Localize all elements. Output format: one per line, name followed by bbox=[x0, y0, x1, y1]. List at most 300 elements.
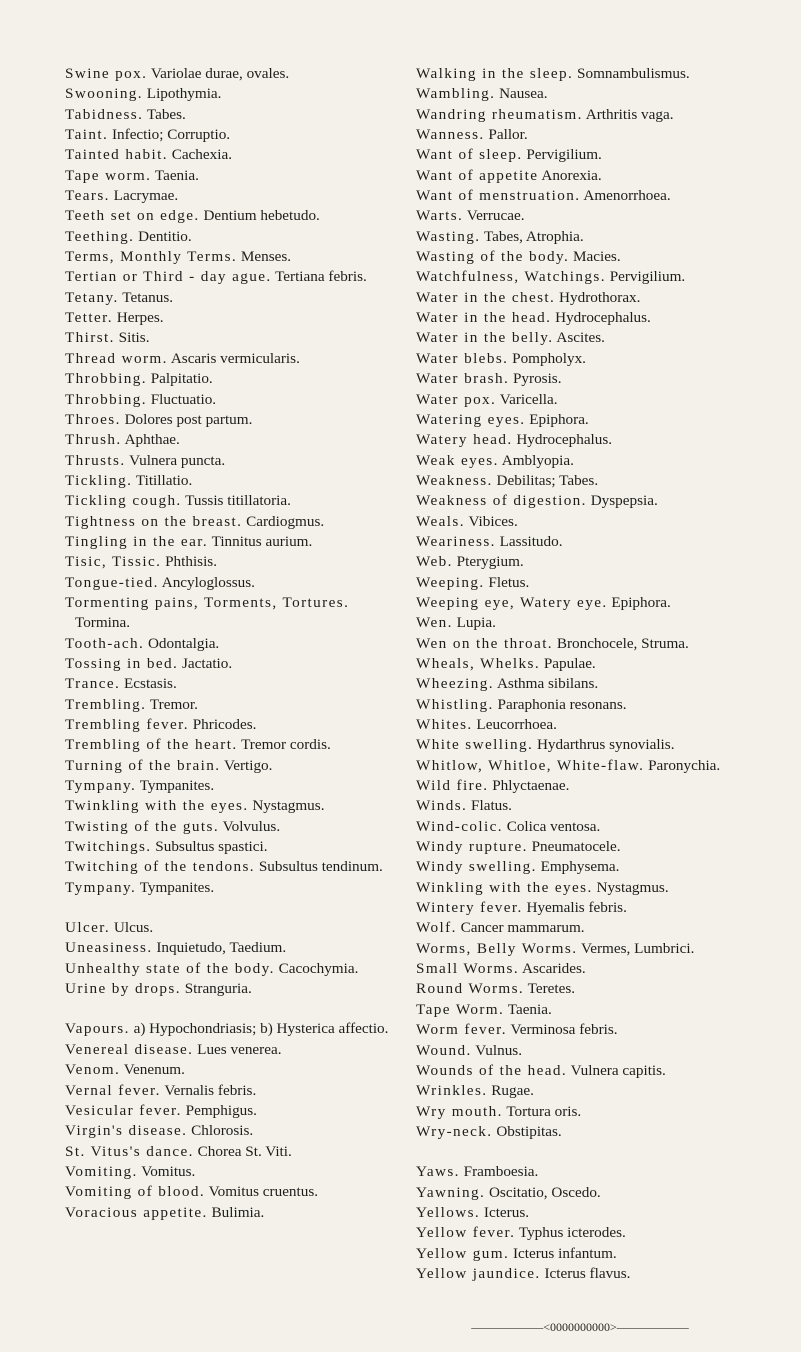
english-term: Trembling of the heart. bbox=[65, 736, 238, 754]
english-term: Weals. bbox=[416, 512, 465, 530]
glossary-entry bbox=[65, 959, 405, 979]
english-term: Twitchings. bbox=[65, 838, 152, 856]
english-term: Water pox. bbox=[416, 390, 497, 408]
glossary-entry bbox=[65, 837, 405, 857]
glossary-entry bbox=[65, 206, 405, 226]
glossary-entry bbox=[416, 247, 761, 267]
glossary-entry bbox=[65, 1101, 405, 1121]
latin-term: Vulnera puncta. bbox=[129, 451, 226, 469]
latin-term: Pervigilium. bbox=[526, 146, 602, 164]
latin-term: Rugae. bbox=[491, 1082, 534, 1100]
english-term: Twinkling with the eyes. bbox=[65, 797, 249, 815]
glossary-entry bbox=[416, 1000, 761, 1020]
glossary-entry bbox=[416, 857, 761, 877]
english-term: Weariness. bbox=[416, 532, 496, 550]
english-term: Watering eyes. bbox=[416, 410, 526, 428]
latin-term: Herpes. bbox=[116, 309, 164, 327]
english-term: Throbbing. bbox=[65, 390, 147, 408]
latin-term: a) Hypochondriasis; b) Hysterica affectio. bbox=[133, 1020, 389, 1038]
glossary-entry bbox=[65, 328, 405, 348]
latin-term: Vulnera capitis. bbox=[570, 1061, 666, 1079]
latin-term: Nystagmus. bbox=[596, 878, 669, 896]
english-term: Web. bbox=[416, 553, 453, 571]
glossary-entry bbox=[416, 1244, 761, 1264]
latin-term: Stranguria. bbox=[184, 980, 252, 998]
latin-term: Dentium hebetudo. bbox=[203, 207, 320, 225]
glossary-entry bbox=[65, 125, 405, 145]
english-term: Thread worm. bbox=[65, 349, 168, 367]
latin-term: Nystagmus. bbox=[252, 797, 325, 815]
latin-term: Tinnitus aurium. bbox=[211, 532, 313, 550]
english-term: Water in the chest. bbox=[416, 288, 556, 306]
latin-term: Cardiogmus. bbox=[246, 512, 325, 530]
latin-term: Ulcus. bbox=[113, 919, 154, 937]
latin-term: Lues venerea. bbox=[197, 1040, 282, 1058]
english-term: Yellow jaundice. bbox=[416, 1264, 541, 1282]
glossary-entry bbox=[416, 451, 761, 471]
english-term: Wounds of the head. bbox=[416, 1061, 568, 1079]
english-term: Tympany. bbox=[65, 777, 137, 795]
glossary-entry bbox=[416, 756, 761, 776]
latin-term: Tremor. bbox=[149, 695, 198, 713]
english-term: Tisic, Tissic. bbox=[65, 553, 162, 571]
english-term: Taint. bbox=[65, 126, 109, 144]
latin-term: Tympanites. bbox=[139, 878, 215, 896]
latin-term: Tertiana febris. bbox=[275, 268, 367, 286]
glossary-entry bbox=[416, 125, 761, 145]
english-term: Twisting of the guts. bbox=[65, 817, 220, 835]
english-term: Tetter. bbox=[65, 309, 113, 327]
english-term: Wen on the throat. bbox=[416, 634, 554, 652]
latin-term: Arthritis vaga. bbox=[585, 105, 674, 123]
latin-term: Tormina. bbox=[75, 614, 131, 632]
glossary-entry bbox=[416, 430, 761, 450]
glossary-entry bbox=[416, 1264, 761, 1284]
latin-term: Verminosa febris. bbox=[510, 1021, 618, 1039]
latin-term: Asthma sibilans. bbox=[496, 675, 599, 693]
glossary-entry bbox=[65, 1019, 405, 1039]
english-term: Wheezing. bbox=[416, 675, 494, 693]
glossary-entry bbox=[65, 1162, 405, 1182]
english-term: Thrush. bbox=[65, 431, 122, 449]
english-term: Warts. bbox=[416, 207, 464, 225]
english-term: Trance. bbox=[65, 675, 121, 693]
glossary-entry bbox=[416, 613, 761, 633]
latin-term: Bronchocele, Struma. bbox=[556, 634, 689, 652]
latin-term: Dyspepsia. bbox=[590, 492, 658, 510]
english-term: Twitching of the tendons. bbox=[65, 858, 256, 876]
english-term: Wry mouth. bbox=[416, 1102, 503, 1120]
english-term: Tingling in the ear. bbox=[65, 532, 209, 550]
english-term: Wanness. bbox=[416, 126, 485, 144]
english-term: Want of menstruation. bbox=[416, 187, 581, 205]
english-term: Tape Worm. bbox=[416, 1000, 505, 1018]
glossary-entry bbox=[416, 878, 761, 898]
glossary-entry bbox=[416, 776, 761, 796]
english-term: Yaws. bbox=[416, 1163, 460, 1181]
glossary-entry bbox=[416, 796, 761, 816]
glossary-entry bbox=[65, 674, 405, 694]
glossary-entry bbox=[65, 430, 405, 450]
latin-term: Lipothymia. bbox=[146, 85, 222, 103]
latin-term: Odontalgia. bbox=[147, 634, 220, 652]
glossary-entry bbox=[416, 634, 761, 654]
latin-term: Colica ventosa. bbox=[506, 817, 601, 835]
english-term: Watchfulness, Watchings. bbox=[416, 268, 606, 286]
glossary-entry bbox=[65, 267, 405, 287]
latin-term: Phthisis. bbox=[165, 553, 218, 571]
glossary-entry bbox=[65, 1040, 405, 1060]
glossary-entry bbox=[416, 674, 761, 694]
glossary-entry bbox=[65, 471, 405, 491]
glossary-entry bbox=[416, 84, 761, 104]
glossary-entry bbox=[65, 512, 405, 532]
english-term: Worm fever. bbox=[416, 1021, 507, 1039]
latin-term: Teretes. bbox=[527, 980, 576, 998]
english-term: Whites. bbox=[416, 716, 473, 733]
latin-term: Tympanites. bbox=[139, 777, 215, 795]
english-term: Water blebs. bbox=[416, 349, 509, 367]
glossary-entry bbox=[65, 410, 405, 430]
latin-term: Paronychia. bbox=[648, 756, 721, 774]
latin-term: Pallor. bbox=[488, 126, 528, 144]
glossary-entry bbox=[416, 1122, 761, 1142]
latin-term: Cacochymia. bbox=[278, 959, 359, 977]
glossary-entry bbox=[416, 573, 761, 593]
english-term: Tape worm. bbox=[65, 166, 152, 184]
glossary-entry bbox=[65, 735, 405, 755]
english-term: Tossing in bed. bbox=[65, 654, 179, 672]
latin-term: Sitis. bbox=[118, 329, 150, 347]
latin-term: Amblyopia. bbox=[501, 451, 574, 469]
latin-term: Bulimia. bbox=[211, 1203, 265, 1221]
latin-term: Pervigilium. bbox=[609, 268, 686, 286]
glossary-entry bbox=[65, 878, 405, 898]
english-term: Tooth-ach. bbox=[65, 634, 145, 652]
english-term: Wen. bbox=[416, 614, 453, 632]
latin-term: Chorea St. Viti. bbox=[197, 1142, 292, 1160]
latin-term: Pneumatocele. bbox=[531, 838, 621, 856]
latin-term: Flatus. bbox=[471, 797, 512, 815]
glossary-entry bbox=[416, 715, 761, 735]
glossary-entry bbox=[65, 1182, 405, 1202]
latin-term: Paraphonia resonans. bbox=[497, 695, 627, 713]
right-column bbox=[416, 64, 761, 1284]
latin-term: Obstipitas. bbox=[496, 1122, 562, 1140]
latin-term: Lassitudo. bbox=[499, 532, 563, 550]
latin-term: Icterus. bbox=[483, 1203, 530, 1221]
english-term: Trembling fever. bbox=[65, 716, 189, 733]
english-term: Swine pox. bbox=[65, 65, 148, 82]
latin-term: Leucorrhoea. bbox=[476, 716, 557, 733]
glossary-entry bbox=[416, 471, 761, 491]
latin-term: Ascites. bbox=[556, 329, 605, 347]
glossary-entry bbox=[65, 654, 405, 674]
glossary-entry bbox=[416, 837, 761, 857]
latin-term: Lacrymae. bbox=[113, 187, 179, 205]
english-term: Tickling cough. bbox=[65, 492, 182, 510]
glossary-entry bbox=[65, 308, 405, 328]
latin-term: Volvulus. bbox=[222, 817, 281, 835]
english-term: Small Worms. bbox=[416, 960, 520, 978]
glossary-entry bbox=[416, 186, 761, 206]
latin-term: Vernalis febris. bbox=[164, 1081, 257, 1099]
latin-term: Vertigo. bbox=[223, 756, 273, 774]
glossary-entry bbox=[416, 959, 761, 979]
english-term: Turning of the brain. bbox=[65, 756, 221, 774]
latin-term: Typhus icterodes. bbox=[518, 1224, 626, 1242]
latin-term: Hydrothorax. bbox=[559, 288, 641, 306]
end-ornament: ——————<0000000000>—————— bbox=[471, 1320, 689, 1334]
latin-term: Tussis titillatoria. bbox=[185, 492, 291, 510]
glossary-entry bbox=[416, 1020, 761, 1040]
latin-term: Varicella. bbox=[499, 390, 558, 408]
english-term: Vernal fever. bbox=[65, 1081, 161, 1099]
glossary-entry bbox=[416, 939, 761, 959]
latin-term: Verrucae. bbox=[466, 207, 525, 225]
glossary-entry bbox=[416, 349, 761, 369]
latin-term: Hydarthrus synovialis. bbox=[536, 736, 675, 754]
glossary-entry bbox=[416, 410, 761, 430]
glossary-entry bbox=[65, 695, 405, 715]
glossary-entry bbox=[416, 593, 761, 613]
latin-term: Pompholyx. bbox=[512, 349, 586, 367]
english-term: St. Vitus's dance. bbox=[65, 1142, 194, 1160]
latin-term: Tabes, Atrophia. bbox=[483, 227, 584, 245]
english-term: Tears. bbox=[65, 187, 110, 205]
latin-term: Aphthae. bbox=[124, 431, 180, 449]
latin-term: Icterus infantum. bbox=[512, 1244, 617, 1262]
english-term: Yellows. bbox=[416, 1203, 481, 1221]
glossary-entry bbox=[65, 84, 405, 104]
english-term: Worms, Belly Worms. bbox=[416, 939, 578, 957]
glossary-entry bbox=[416, 64, 761, 84]
latin-term: Venenum. bbox=[123, 1061, 185, 1079]
english-term: Watery head. bbox=[416, 431, 513, 449]
latin-term: Vulnus. bbox=[475, 1041, 522, 1059]
latin-term: Fluctuatio. bbox=[150, 390, 217, 408]
latin-term: Pterygium. bbox=[456, 553, 524, 571]
glossary-entry bbox=[416, 512, 761, 532]
latin-term: Hyemalis febris. bbox=[526, 899, 627, 917]
latin-term: Emphysema. bbox=[540, 858, 620, 876]
glossary-entry bbox=[65, 573, 405, 593]
glossary-entry bbox=[65, 918, 405, 938]
english-term: Wild fire. bbox=[416, 777, 489, 795]
latin-term: Vomitus. bbox=[141, 1162, 196, 1180]
english-term: Vomiting. bbox=[65, 1162, 138, 1180]
glossary-entry bbox=[416, 979, 761, 999]
english-term: Tickling. bbox=[65, 471, 133, 489]
glossary-entry bbox=[65, 715, 405, 735]
latin-term: Fletus. bbox=[488, 573, 530, 591]
english-term: Wambling. bbox=[416, 85, 496, 103]
english-term: Weakness. bbox=[416, 471, 493, 489]
glossary-entry bbox=[416, 145, 761, 165]
glossary-entry bbox=[416, 1041, 761, 1061]
english-term: Want of sleep. bbox=[416, 146, 523, 164]
latin-term: Macies. bbox=[572, 248, 621, 266]
glossary-entry bbox=[416, 288, 761, 308]
latin-term: Oscitatio, Oscedo. bbox=[488, 1183, 601, 1201]
english-term: Weeping eye, Watery eye. bbox=[416, 593, 608, 611]
english-term: Winds. bbox=[416, 797, 468, 815]
english-term: Throes. bbox=[65, 410, 121, 428]
glossary-entry bbox=[65, 166, 405, 186]
latin-term: Lupia. bbox=[456, 614, 496, 632]
english-term: Windy swelling. bbox=[416, 858, 537, 876]
glossary-entry bbox=[65, 796, 405, 816]
latin-term: Anorexia. bbox=[541, 166, 602, 184]
english-term: Thrusts. bbox=[65, 451, 126, 469]
english-term: Teeth set on edge. bbox=[65, 207, 200, 225]
glossary-entry bbox=[65, 1121, 405, 1141]
left-column bbox=[65, 64, 405, 1223]
english-term: Urine by drops. bbox=[65, 980, 181, 998]
glossary-entry bbox=[65, 491, 405, 511]
english-term: Tertian or Third - day ague. bbox=[65, 268, 272, 286]
latin-term: Cachexia. bbox=[171, 146, 232, 164]
latin-term: Cancer mammarum. bbox=[460, 919, 585, 937]
latin-term: Taenia. bbox=[154, 166, 199, 184]
latin-term: Icterus flavus. bbox=[544, 1264, 631, 1282]
glossary-entry bbox=[416, 390, 761, 410]
english-term: Wrinkles. bbox=[416, 1082, 488, 1100]
latin-term: Subsultus tendinum. bbox=[258, 858, 383, 876]
latin-term: Tremor cordis. bbox=[241, 736, 331, 754]
english-term: Whistling. bbox=[416, 695, 494, 713]
english-term: Walking in the sleep. bbox=[416, 65, 574, 82]
english-term: Swooning. bbox=[65, 85, 143, 103]
latin-term: Tortura oris. bbox=[506, 1102, 582, 1120]
english-term: Vapours. bbox=[65, 1020, 130, 1038]
english-term: Tetany. bbox=[65, 288, 119, 306]
english-term: Wind-colic. bbox=[416, 817, 503, 835]
english-term: Thirst. bbox=[65, 329, 115, 347]
glossary-entry bbox=[65, 817, 405, 837]
glossary-entry bbox=[416, 532, 761, 552]
glossary-entry bbox=[65, 227, 405, 247]
english-term: Tympany. bbox=[65, 878, 137, 896]
latin-term: Amenorrhoea. bbox=[583, 187, 671, 205]
latin-term: Titillatio. bbox=[135, 471, 193, 489]
latin-term: Dolores post partum. bbox=[124, 410, 253, 428]
latin-term: Ancyloglossus. bbox=[161, 573, 255, 591]
glossary-entry bbox=[416, 695, 761, 715]
glossary-entry bbox=[416, 1203, 761, 1223]
glossary-entry bbox=[65, 349, 405, 369]
glossary-entry bbox=[65, 776, 405, 796]
latin-term: Epiphora. bbox=[529, 410, 589, 428]
english-term: Terms, Monthly Terms. bbox=[65, 248, 238, 266]
english-term: Water in the belly. bbox=[416, 329, 554, 347]
english-term: Weakness of digestion. bbox=[416, 492, 587, 510]
glossary-entry bbox=[416, 1223, 761, 1243]
glossary-entry bbox=[65, 145, 405, 165]
english-term: Teething. bbox=[65, 227, 135, 245]
english-term: Trembling. bbox=[65, 695, 147, 713]
latin-term: Tabes. bbox=[146, 105, 186, 123]
latin-term: Hydrocephalus. bbox=[555, 309, 651, 327]
glossary-entry bbox=[65, 552, 405, 572]
glossary-entry bbox=[65, 979, 405, 999]
latin-term: Phlyctaenae. bbox=[492, 777, 570, 795]
latin-term: Pemphigus. bbox=[185, 1101, 257, 1119]
latin-term: Vermes, Lumbrici. bbox=[580, 939, 695, 957]
glossary-entry bbox=[416, 898, 761, 918]
english-term: Yellow gum. bbox=[416, 1244, 510, 1262]
glossary-entry bbox=[416, 735, 761, 755]
latin-term: Jactatio. bbox=[181, 654, 233, 672]
english-term: Uneasiness. bbox=[65, 939, 153, 957]
glossary-entry bbox=[416, 1162, 761, 1182]
english-term: Water in the head. bbox=[416, 309, 552, 327]
english-term: Wheals, Whelks. bbox=[416, 654, 541, 672]
glossary-entry bbox=[65, 1142, 405, 1162]
glossary-entry bbox=[416, 918, 761, 938]
latin-term: Framboesia. bbox=[463, 1163, 539, 1181]
glossary-entry bbox=[65, 369, 405, 389]
latin-term: Debilitas; Tabes. bbox=[496, 471, 599, 489]
glossary-entry bbox=[65, 288, 405, 308]
glossary-entry bbox=[416, 1061, 761, 1081]
glossary-entry bbox=[416, 552, 761, 572]
latin-term: Subsultus spastici. bbox=[155, 838, 268, 856]
english-term: Wandring rheumatism. bbox=[416, 105, 583, 123]
latin-term: Ascarides. bbox=[522, 960, 586, 978]
glossary-entry bbox=[416, 227, 761, 247]
latin-term: Palpitatio. bbox=[150, 370, 213, 388]
glossary-entry bbox=[65, 247, 405, 267]
glossary-entry bbox=[416, 1081, 761, 1101]
english-term: Venom. bbox=[65, 1061, 121, 1079]
latin-term: Tetanus. bbox=[122, 288, 174, 306]
latin-term: Somnambulismus. bbox=[577, 65, 690, 82]
glossary-entry bbox=[65, 532, 405, 552]
latin-term: Infectio; Corruptio. bbox=[111, 126, 231, 144]
latin-term: Inquietudo, Taedium. bbox=[156, 939, 287, 957]
glossary-entry bbox=[65, 593, 405, 634]
latin-term: Ecstasis. bbox=[124, 675, 177, 693]
latin-term: Chlorosis. bbox=[191, 1122, 254, 1140]
glossary-entry bbox=[65, 1060, 405, 1080]
english-term: Water brash. bbox=[416, 370, 510, 388]
glossary-entry bbox=[65, 634, 405, 654]
glossary-entry bbox=[65, 451, 405, 471]
latin-term: Dentitio. bbox=[138, 227, 192, 245]
glossary-entry bbox=[416, 166, 761, 186]
english-term: White swelling. bbox=[416, 736, 534, 754]
english-term: Virgin's disease. bbox=[65, 1122, 188, 1140]
english-term: Tabidness. bbox=[65, 105, 144, 123]
glossary-entry bbox=[416, 1183, 761, 1203]
latin-term: Menses. bbox=[240, 248, 292, 266]
english-term: Vesicular fever. bbox=[65, 1101, 182, 1119]
english-term: Wasting. bbox=[416, 227, 481, 245]
glossary-entry bbox=[416, 105, 761, 125]
latin-term: Nausea. bbox=[499, 85, 548, 103]
english-term: Wry-neck. bbox=[416, 1122, 493, 1140]
english-term: Want of appetite bbox=[416, 166, 539, 184]
english-term: Wolf. bbox=[416, 919, 457, 937]
glossary-entry bbox=[65, 857, 405, 877]
english-term: Yellow fever. bbox=[416, 1224, 516, 1242]
english-term: Unhealthy state of the body. bbox=[65, 959, 275, 977]
latin-term: Taenia. bbox=[507, 1000, 552, 1018]
english-term: Wintery fever. bbox=[416, 899, 523, 917]
english-term: Round Worms. bbox=[416, 980, 525, 998]
english-term: Ulcer. bbox=[65, 919, 111, 937]
